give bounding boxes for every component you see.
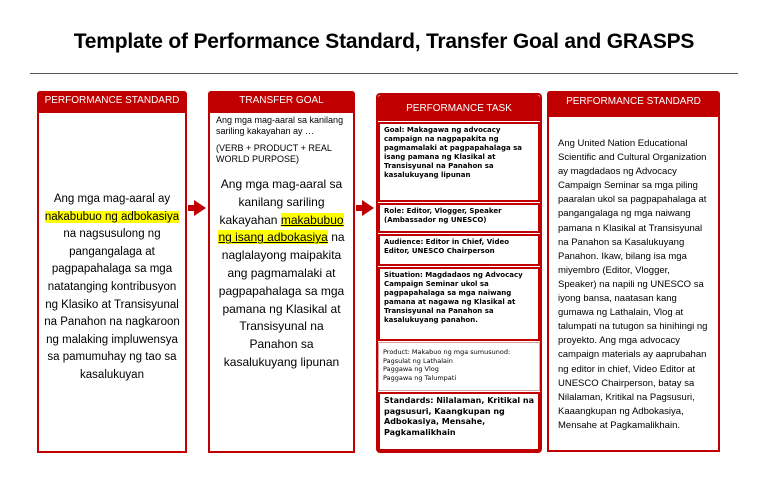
grasps-header xyxy=(547,91,720,115)
goal-text: Goal: Makagawa ng advocacy campaign na nagpapakita ng pagmamalaki at pagpapahalaga sa isang pamana ng Klasikal at Transisyunal na Panahon sa kasalukuyang lipunan xyxy=(384,126,523,179)
performance-task-header xyxy=(378,95,540,121)
header-label: PERFORMANCE STANDARD xyxy=(44,95,180,106)
highlighted-phrase: makabubuo ng isang adbokasiya xyxy=(218,212,344,245)
product-line: Paggawa ng Vlog xyxy=(383,365,439,373)
task-goal xyxy=(378,122,540,202)
performance-standard-text xyxy=(43,191,181,385)
transfer-goal-intro: Ang mga mag-aaral sa kanilang sariling kakayahan ay … xyxy=(216,115,344,136)
task-role xyxy=(378,203,540,233)
text-part: Ang mga mag-aaral ay xyxy=(53,193,171,205)
role-text: Role: Editor, Vlogger, Speaker (Ambassador ng UNESCO) xyxy=(384,207,502,224)
transfer-goal-text xyxy=(216,176,347,372)
audience-text: Audience: Editor in Chief, Video Editor, UNESCO Chairperson xyxy=(384,238,510,255)
task-audience xyxy=(378,234,540,266)
grasps-scenario-box xyxy=(547,115,720,452)
text-part: na naglalayong maipakita ang pagmamalaki at pagpapahalaga sa mga pamana ng Klasikal at Transisyunal na Panahon sa kasalukuyang lipunan xyxy=(218,230,345,369)
task-standards xyxy=(378,392,540,451)
page-title: Template of Performance Standard, Transfer Goal and GRASPS xyxy=(73,30,695,53)
standards-text: Standards: Nilalaman, Kritikal na pagsusuri, Kaangkupan ng Adbokasiya, Mensahe, Pagkamalikhain xyxy=(384,396,534,437)
grasps-scenario-text: Ang United Nation Educational Scientific and Cultural Organization ay magdadaos ng Advocacy Campaign Seminar sa mga piling paaralan ukol sa pagpapahalaga at pangangalaga ng mga naiwang pamana n Klasikal at Transisyunal na Panahon sa Kasalukuyang Panahon. Ikaw, bilang isa mga miyembro (Editor, Vlogger, Speaker) na napili ng UNESCO sa iyong bansa, naatasan kang gumawa ng Lathalain, Vlog at talumpati na tutugon sa hinihingi ng proyekto. Ang mga advocacy campaign materials ay aaprubahan ng editor in chief, Video Editor at UNESCO Chairperson, batay sa Nilalaman, Kritikal na Pagsusuri, Kaaangkupan ng Adbokasiya, Mensahe at Pagkamalikhain. xyxy=(558,138,708,431)
highlighted-phrase: nakabubuo ng adbokasiya xyxy=(44,210,180,223)
transfer-goal-box xyxy=(208,111,355,453)
text-part: Ang mga mag-aaral sa kanilang sariling kakayahan xyxy=(219,177,343,227)
performance-standard-box xyxy=(37,111,187,453)
situation-text: Situation: Magdadaos ng Advocacy Campaign Seminar ukol sa pagpapahalaga sa mga naiwang pamana at nagawa ng Klasikal at Transisyunal na Panahon sa kasalukuyang panahon. xyxy=(384,271,523,324)
product-line: Paggawa ng Talumpati xyxy=(383,373,457,382)
text-part: na nagsusulong ng pangangalaga at pagpapahalaga sa mga natatanging kontribusyon ng Klasiko at Transisyunal na Panahon na nagkaroon ng malaking impluwensya sa pamumuhay ng tao sa kasalukuyan xyxy=(44,228,180,381)
header-label: TRANSFER GOAL xyxy=(239,95,324,106)
product-line: Product: Makabuo ng mga sumusunod: xyxy=(383,348,511,356)
header-label: PERFORMANCE TASK xyxy=(406,103,512,114)
transfer-goal-formula: (VERB + PRODUCT + REAL WORLD PURPOSE) xyxy=(216,143,332,164)
title-divider xyxy=(30,73,738,74)
header-label: PERFORMANCE STANDARD xyxy=(566,96,701,107)
right-arrow-icon xyxy=(362,200,374,216)
task-product xyxy=(378,342,540,391)
right-arrow-icon xyxy=(194,200,206,216)
product-line: Pagsulat ng Lathalain xyxy=(383,356,453,365)
transfer-goal-header xyxy=(208,91,355,111)
task-situation xyxy=(378,267,540,341)
performance-standard-header xyxy=(37,91,187,111)
